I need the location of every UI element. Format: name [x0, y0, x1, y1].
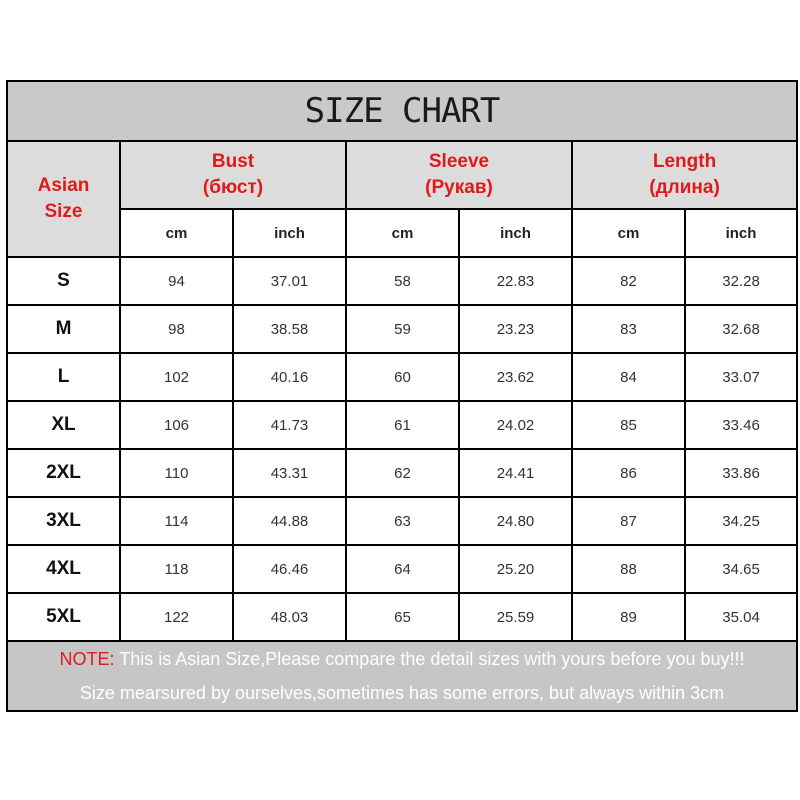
- note-text-1: This is Asian Size,Please compare the detail sizes with yours before you buy!!!: [114, 649, 745, 669]
- measurement-cell: 34.65: [685, 545, 797, 593]
- group-header-row: [7, 141, 797, 209]
- size-cell: 2XL: [7, 449, 120, 497]
- table-row: [7, 497, 797, 545]
- bust-translation: (бюст): [202, 177, 264, 198]
- note-line-1: [8, 642, 796, 676]
- measurement-cell: 94: [120, 257, 233, 305]
- measurement-cell: 60: [346, 353, 459, 401]
- measurement-cell: 110: [120, 449, 233, 497]
- unit-header: cm: [346, 209, 459, 257]
- table-row: [7, 257, 797, 305]
- measurement-cell: 34.25: [685, 497, 797, 545]
- table-row: [7, 353, 797, 401]
- measurement-cell: 58: [346, 257, 459, 305]
- length-header: [572, 141, 797, 209]
- table-row: [7, 593, 797, 641]
- measurement-cell: 48.03: [233, 593, 346, 641]
- measurement-cell: 41.73: [233, 401, 346, 449]
- table-row: [7, 305, 797, 353]
- note-line-2: Size mearsured by ourselves,sometimes has some errors, but always within 3cm: [79, 683, 725, 703]
- unit-header: inch: [459, 209, 572, 257]
- bust-header: [120, 141, 346, 209]
- table-row: [7, 401, 797, 449]
- measurement-cell: 40.16: [233, 353, 346, 401]
- measurement-cell: 86: [572, 449, 685, 497]
- bust-label: Bust: [211, 151, 255, 172]
- size-cell: M: [7, 305, 120, 353]
- measurement-cell: 82: [572, 257, 685, 305]
- sleeve-header: [346, 141, 572, 209]
- measurement-cell: 63: [346, 497, 459, 545]
- size-cell: 4XL: [7, 545, 120, 593]
- size-cell: 3XL: [7, 497, 120, 545]
- title-row: [7, 81, 797, 141]
- table-row: [7, 449, 797, 497]
- measurement-cell: 106: [120, 401, 233, 449]
- measurement-cell: 23.23: [459, 305, 572, 353]
- measurement-cell: 24.02: [459, 401, 572, 449]
- measurement-cell: 24.80: [459, 497, 572, 545]
- measurement-cell: 35.04: [685, 593, 797, 641]
- sleeve-label: Sleeve: [428, 151, 490, 172]
- measurement-cell: 32.68: [685, 305, 797, 353]
- size-chart-table: [6, 80, 798, 712]
- measurement-cell: 22.83: [459, 257, 572, 305]
- size-chart: [6, 80, 796, 712]
- measurement-cell: 25.20: [459, 545, 572, 593]
- measurement-cell: 114: [120, 497, 233, 545]
- length-translation: (длина): [649, 177, 720, 198]
- unit-header: cm: [120, 209, 233, 257]
- measurement-cell: 25.59: [459, 593, 572, 641]
- chart-title: SIZE CHART: [7, 81, 797, 141]
- measurement-cell: 23.62: [459, 353, 572, 401]
- measurement-cell: 43.31: [233, 449, 346, 497]
- note-label: NOTE:: [59, 649, 115, 669]
- measurement-cell: 33.46: [685, 401, 797, 449]
- measurement-cell: 61: [346, 401, 459, 449]
- measurement-cell: 37.01: [233, 257, 346, 305]
- measurement-cell: 65: [346, 593, 459, 641]
- measurement-cell: 98: [120, 305, 233, 353]
- measurement-cell: 88: [572, 545, 685, 593]
- measurement-cell: 83: [572, 305, 685, 353]
- asian-size-label-line2: Size: [44, 201, 83, 222]
- measurement-cell: 85: [572, 401, 685, 449]
- size-rows: [7, 257, 797, 641]
- size-cell: S: [7, 257, 120, 305]
- length-label: Length: [652, 151, 717, 172]
- note-row: [7, 641, 797, 711]
- measurement-cell: 33.07: [685, 353, 797, 401]
- measurement-cell: 24.41: [459, 449, 572, 497]
- measurement-cell: 38.58: [233, 305, 346, 353]
- sleeve-translation: (Рукав): [425, 177, 493, 198]
- unit-header: inch: [233, 209, 346, 257]
- asian-size-header: [7, 141, 120, 257]
- measurement-cell: 87: [572, 497, 685, 545]
- measurement-cell: 32.28: [685, 257, 797, 305]
- measurement-cell: 122: [120, 593, 233, 641]
- unit-header: inch: [685, 209, 797, 257]
- note-cell: [7, 641, 797, 711]
- measurement-cell: 62: [346, 449, 459, 497]
- measurement-cell: 33.86: [685, 449, 797, 497]
- size-cell: L: [7, 353, 120, 401]
- measurement-cell: 118: [120, 545, 233, 593]
- measurement-cell: 102: [120, 353, 233, 401]
- measurement-cell: 44.88: [233, 497, 346, 545]
- size-cell: 5XL: [7, 593, 120, 641]
- unit-header: cm: [572, 209, 685, 257]
- unit-header-row: [7, 209, 797, 257]
- measurement-cell: 89: [572, 593, 685, 641]
- measurement-cell: 64: [346, 545, 459, 593]
- measurement-cell: 59: [346, 305, 459, 353]
- asian-size-label-line1: Asian: [37, 175, 90, 196]
- size-cell: XL: [7, 401, 120, 449]
- measurement-cell: 46.46: [233, 545, 346, 593]
- table-row: [7, 545, 797, 593]
- measurement-cell: 84: [572, 353, 685, 401]
